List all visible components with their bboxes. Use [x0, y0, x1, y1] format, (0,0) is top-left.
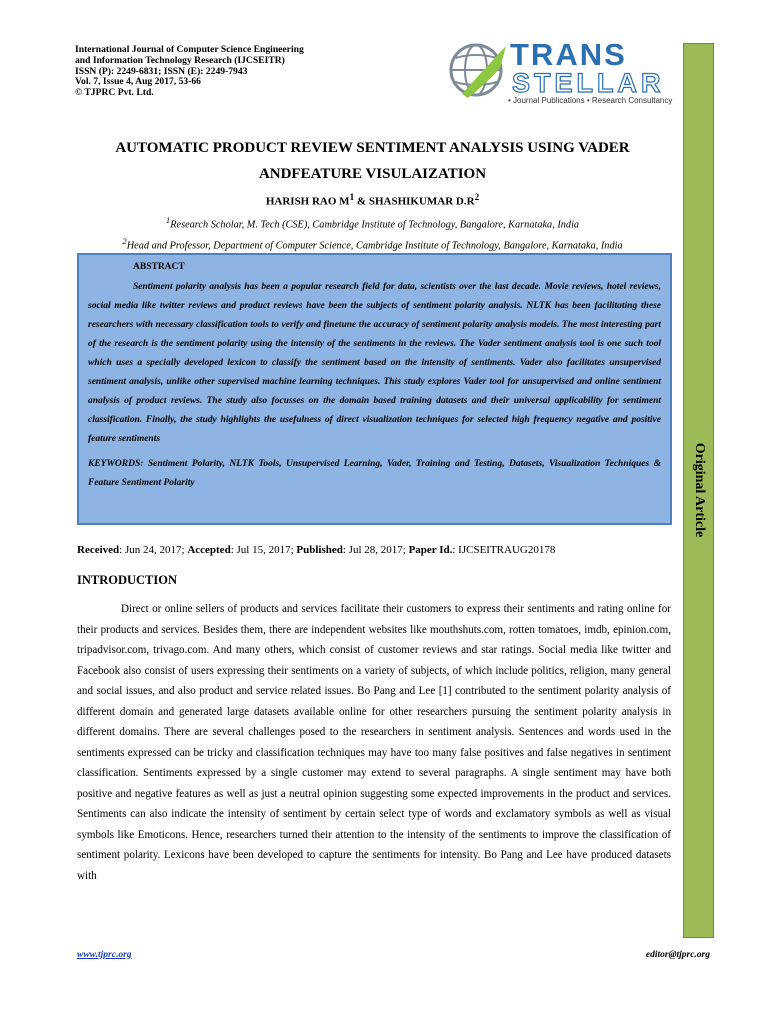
logo-tagline: • Journal Publications • Research Consultancy	[508, 96, 673, 105]
journal-name-line1: International Journal of Computer Science Engineering	[75, 44, 304, 55]
logo-trans-text: TRANS	[510, 37, 627, 72]
article-type-label: Original Article	[692, 442, 707, 538]
introduction-body	[77, 599, 671, 886]
author-2: SHASHIKUMAR D.R	[368, 195, 475, 208]
author-1: HARISH RAO M	[265, 195, 350, 208]
paper-id-label: Paper Id.	[408, 544, 453, 556]
footer-email: editor@tjprc.org	[645, 950, 710, 960]
abstract-heading: ABSTRACT	[133, 262, 185, 272]
accepted-date: : Jul 15, 2017;	[230, 544, 297, 556]
paper-id: : IJCSEITRAUG20178	[452, 544, 556, 556]
globe-icon	[448, 38, 508, 104]
affiliation-2	[70, 236, 675, 251]
logo-stellar-text: STELLAR	[512, 68, 665, 98]
published-date: : Jul 28, 2017;	[342, 544, 409, 556]
accepted-label: Accepted	[187, 544, 231, 556]
received-label: Received	[77, 544, 120, 556]
transstellar-logo	[448, 38, 678, 110]
received-date: : Jun 24, 2017;	[119, 544, 188, 556]
journal-issn: ISSN (P): 2249-6831; ISSN (E): 2249-7943	[75, 65, 248, 77]
journal-copyright: © TJPRC Pvt. Ltd.	[75, 87, 154, 99]
author-separator: &	[354, 195, 369, 208]
affiliation-1	[70, 215, 675, 230]
affiliation-2-text: Head and Professor, Department of Computer Science, Cambridge Institute of Technology, Bangalore, Karnataka, India	[126, 240, 623, 252]
published-label: Published	[296, 544, 343, 556]
affiliation-1-sup: 1	[165, 215, 171, 225]
introduction-paragraph: Direct or online sellers of products and services facilitate their customers to express their sentiments and rating online for their products and services. Besides them, there are independent websites like mouthshuts.com, rotten tomatoes, imdb, epinion.com, tripadvisor.com, trivago.com. And many others, which consist of customer reviews and star ratings. Social media like twitter and Facebook also consist of users expressing their sentiments on a variety of subjects, of which include politics, religion, many general and social issues, and also product and service related issues. Bo Pang and Lee [1] contributed to the sentiment polarity analysis of different domain and generated large datasets available online for other researchers pursuing the sentiment polarity analysis in different domains. There are several challenges posed to the researchers in sentiment analysis. Sentences and words used in the sentiments expressed can be tricky and classification techniques may have too many false positives and false negatives in sentiment classification. Sentiments expressed by a single customer may extend to several paragraphs. A single sentiment may have both positive and negative features as well as just a neutral opinion suggesting some expected improvements in the product and services. Sentiments can also indicate the intensity of sentiment by certain select type of words and exclamatory symbols as well as visual symbols like Emoticons. Hence, researchers turned their attention to the intensity of the sentiments to improve the classification of sentiment polarity. Lexicons have been developed to capture the sentiments for intensity. Bo Pang and Lee have produced datasets with	[77, 603, 671, 882]
journal-volume: Vol. 7, Issue 4, Aug 2017, 53-66	[75, 76, 201, 88]
abstract-text: Sentiment polarity analysis has been a popular research field for data, scientists over the last decade. Movie reviews, hotel reviews, social media like twitter reviews and product reviews have been the subjects of sentiment polarity analysis. NLTK has been facilitating these researchers with necessary classification tools to verify and finetune the accuracy of sentiment polarity analysis models. The most interesting part of the research is the sentiment polarity using the intensity of the sentiments in the reviews. The Vader sentiment analysis tool is one such tool which uses a specially developed lexicon to classify the sentiment based on the intensity of sentiments. Vader also facilitates unsupervised sentiment analysis, unlike other supervised machine learning techniques. This study explores Vader tool for unsupervised and online sentiment analysis of product reviews. The study also focusses on the domain based training datasets and their universal applicability for sentiment classification. Finally, the study highlights the usefulness of direct visualization techniques for selected high frequency negative and positive feature sentiments	[88, 282, 661, 444]
authors	[70, 192, 675, 208]
paper-title-line1: AUTOMATIC PRODUCT REVIEW SENTIMENT ANALYSIS USING VADER	[115, 140, 630, 156]
abstract-box	[77, 253, 672, 525]
keywords: KEYWORDS: Sentiment Polarity, NLTK Tools, Unsupervised Learning, Vader, Training and Testing, Datasets, Visualization Techniques & Feature Sentiment Polarity	[88, 459, 661, 488]
introduction-heading: INTRODUCTION	[77, 573, 178, 587]
footer-website-link[interactable]: www.tjprc.org	[77, 950, 132, 960]
author-2-sup: 2	[474, 192, 480, 202]
affiliation-2-sup: 2	[122, 236, 127, 246]
paper-title	[70, 135, 675, 187]
journal-name-line2: and Information Technology Research (IJCSEITR)	[75, 54, 285, 66]
author-1-sup: 1	[349, 192, 355, 202]
affiliation-1-text: Research Scholar, M. Tech (CSE), Cambridge Institute of Technology, Bangalore, Karnataka, India	[170, 219, 580, 231]
journal-info	[75, 45, 375, 99]
dates-line	[77, 544, 555, 556]
paper-title-line2: ANDFEATURE VISULAIZATION	[258, 166, 487, 182]
